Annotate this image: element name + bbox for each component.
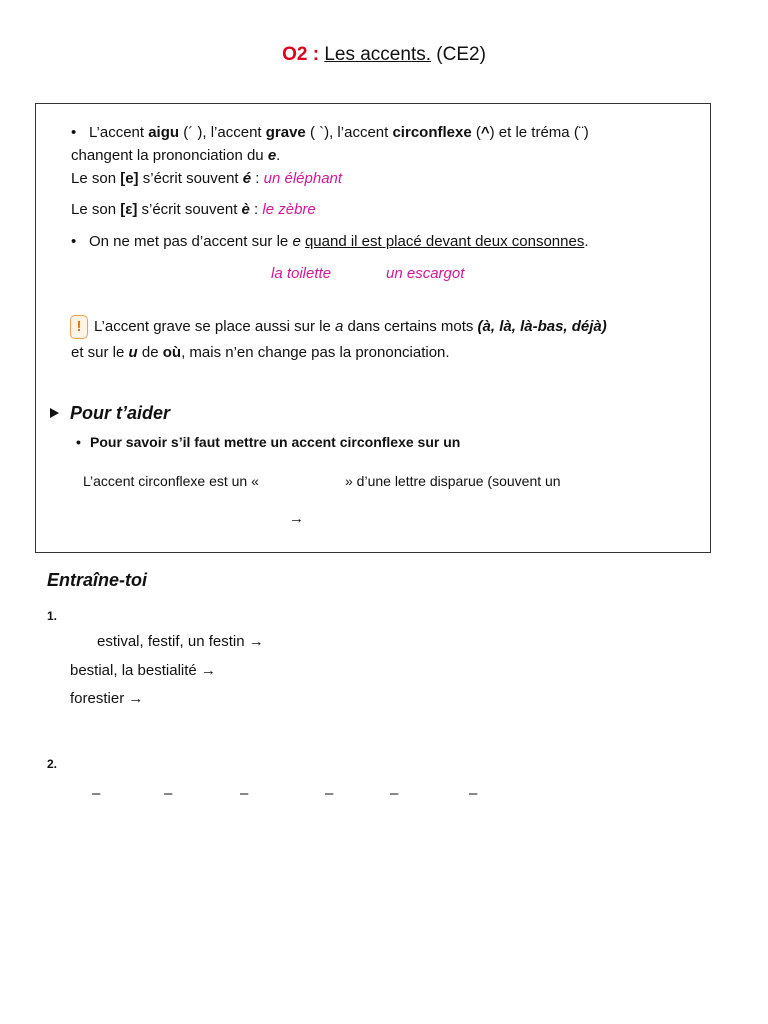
exercise-item: estival, festif, un festin → <box>97 633 264 650</box>
bullet-icon: • <box>76 434 81 450</box>
exercise-number-2: 2. <box>47 757 58 771</box>
lesson-level: (CE2) <box>436 44 486 65</box>
help-bullet: • Pour savoir s’il faut mettre un accent circonflexe sur un <box>76 434 461 450</box>
rule-accents-line1: • L’accent aigu (´ ), l’accent grave ( `), l’accent circonflexe (^) et le tréma (¨) <box>71 124 589 141</box>
rule-accents-line2: changent la prononciation du e. <box>71 147 281 164</box>
lesson-title: Les accents. <box>324 44 431 65</box>
warning-icon: ! <box>70 315 88 339</box>
exercise-title: Entraîne-toi <box>47 570 148 590</box>
help-line-b: » d’une lettre disparue (souvent un <box>345 473 561 489</box>
page-title <box>0 44 768 66</box>
blank-dash: – <box>164 785 173 802</box>
note-grave-line1: L’accent grave se place aussi sur le a dans certains mots (à, là, là-bas, déjà) <box>94 318 607 335</box>
bullet-icon: • <box>71 124 77 141</box>
example-elephant: un éléphant <box>263 170 343 187</box>
blank-dash: – <box>92 785 101 802</box>
arrow-icon: → <box>289 510 304 527</box>
rule-double-consonant: • On ne met pas d’accent sur le e quand il est placé devant deux consonnes. <box>71 233 589 250</box>
exercise-number-1: 1. <box>47 609 58 623</box>
blank-dash: – <box>469 785 478 802</box>
lesson-code: O2 : <box>282 44 320 65</box>
rule-son-e: Le son [e] s’écrit souvent é : un éléphant <box>71 170 343 187</box>
bullet-icon: • <box>71 233 77 250</box>
example-toilette: la toilette <box>271 265 332 282</box>
blank-dash: – <box>325 785 334 802</box>
exercise-item: forestier → <box>70 690 144 707</box>
exercise-item: bestial, la bestialité → <box>70 662 216 679</box>
rule-son-epsilon: Le son [ε] s’écrit souvent è : le zèbre <box>71 201 316 218</box>
help-line-a: L’accent circonflexe est un « <box>83 473 259 489</box>
note-grave-line2: et sur le u de où, mais n’en change pas la prononciation. <box>71 344 450 361</box>
blank-dash: – <box>240 785 249 802</box>
example-zebre: le zèbre <box>262 201 316 218</box>
help-heading: Pour t’aider <box>50 403 170 424</box>
triangle-bullet-icon <box>50 408 59 418</box>
blank-dash: – <box>390 785 399 802</box>
example-escargot: un escargot <box>386 265 465 282</box>
